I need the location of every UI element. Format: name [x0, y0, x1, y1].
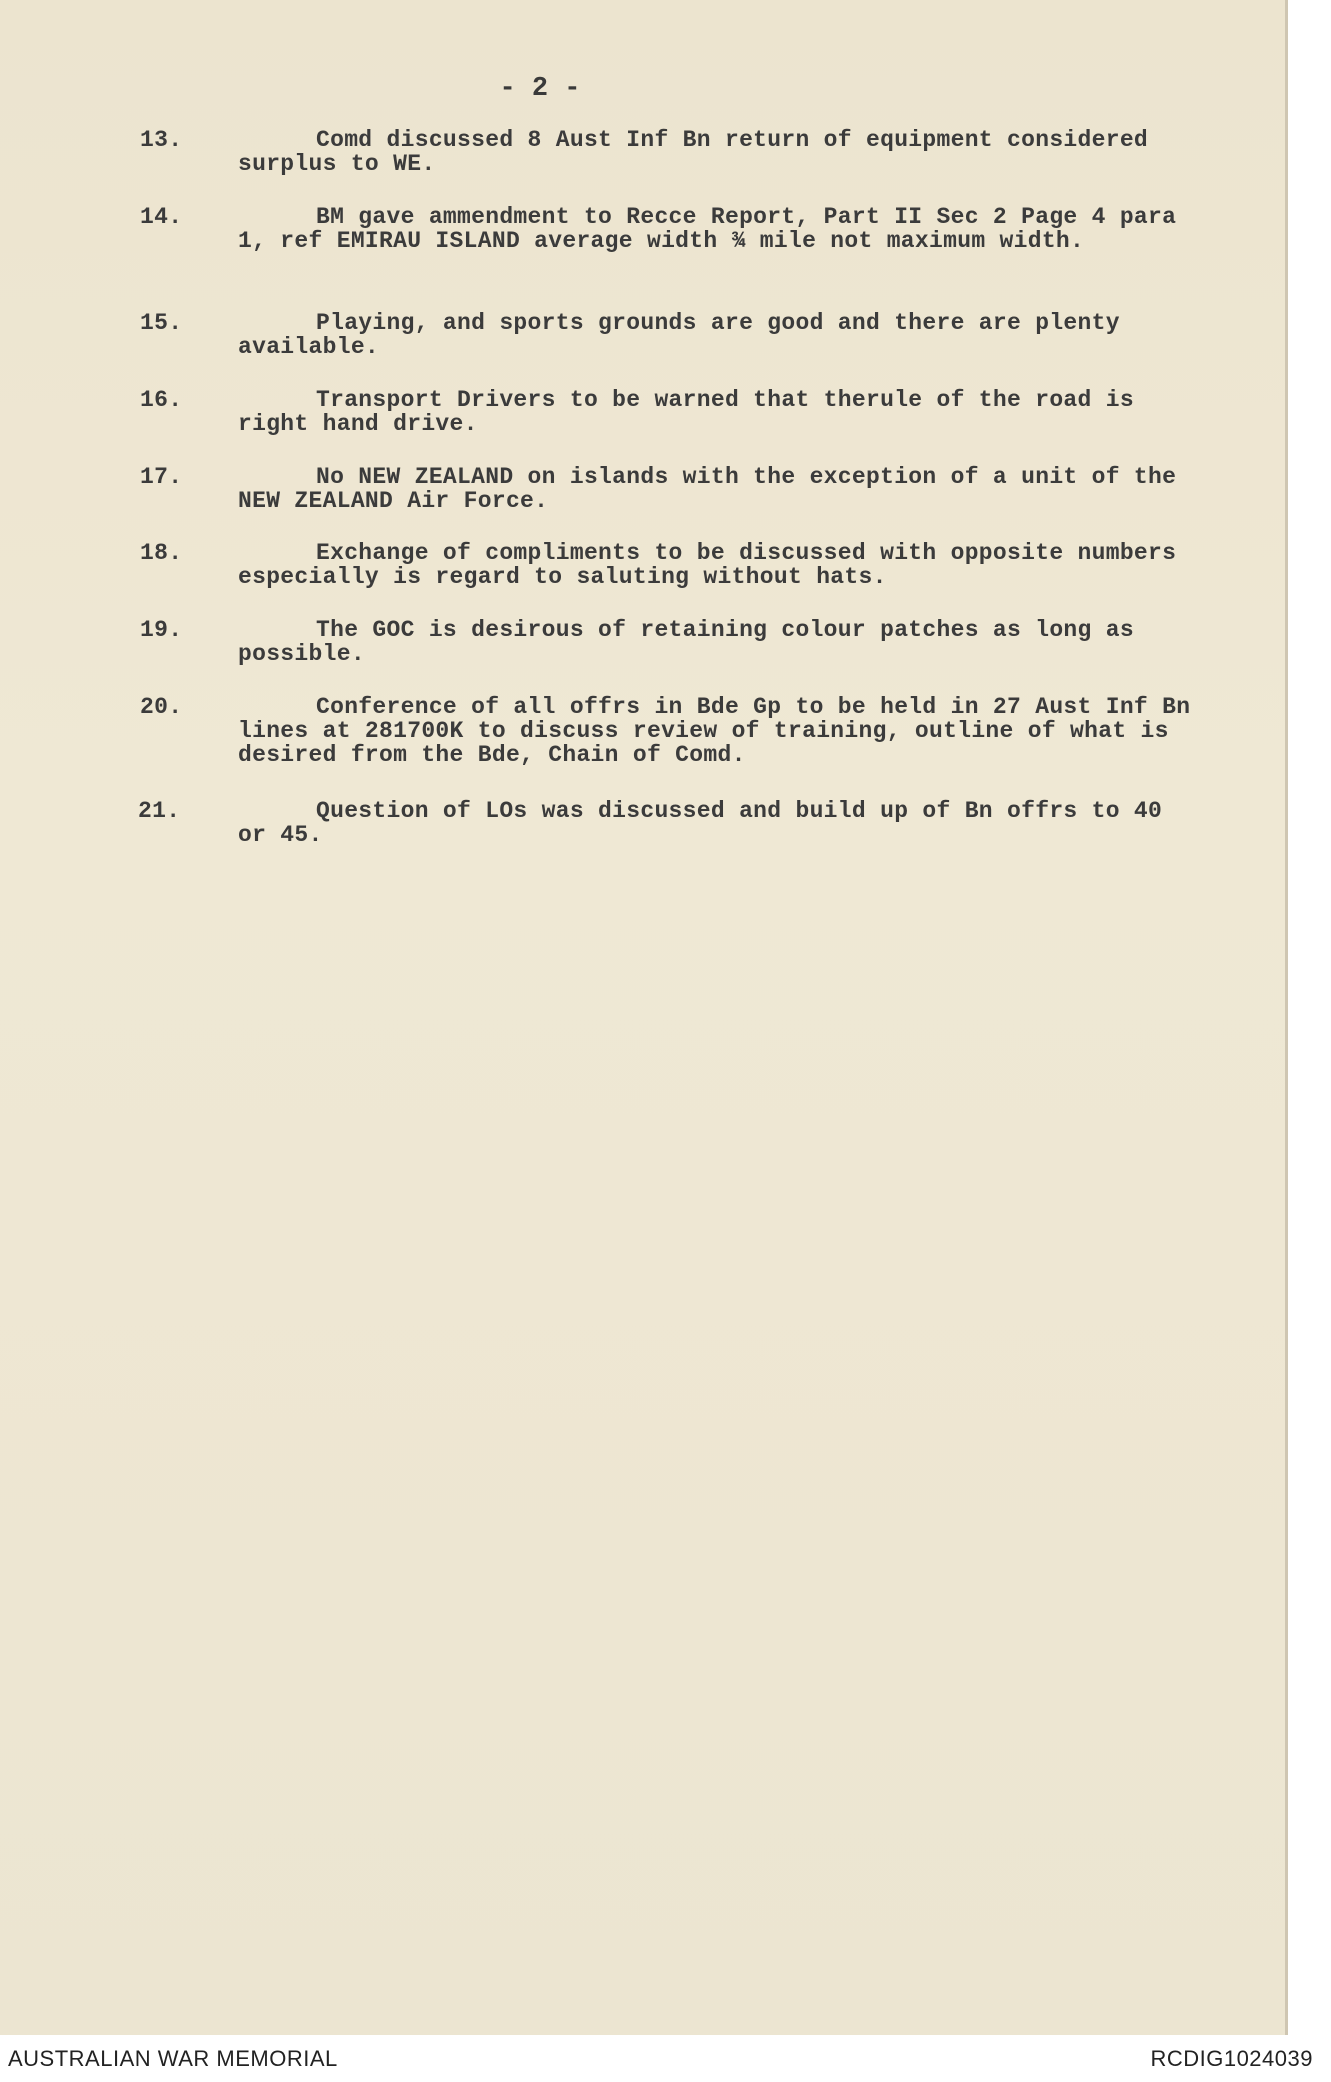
paragraph-text: Question of LOs was discussed and build up of Bn offrs to 40 or 45. [238, 798, 1163, 848]
paragraph-15 [140, 311, 1200, 359]
paragraph-number: 13. [140, 127, 183, 153]
paragraph-number: 16. [140, 387, 183, 413]
paragraph-20 [140, 695, 1200, 767]
paragraph-19 [140, 618, 1200, 666]
paragraph-number: 20. [140, 694, 183, 720]
paragraph-16 [140, 388, 1200, 436]
paragraph-text: Exchange of compliments to be discussed with opposite numbers especially is regard to saluting without hats. [238, 540, 1177, 590]
paragraph-number: 19. [140, 617, 183, 643]
paragraph-text: No NEW ZEALAND on islands with the exception of a unit of the NEW ZEALAND Air Force. [238, 464, 1177, 514]
paragraph-21 [140, 799, 1200, 847]
page-number: - 2 - [499, 74, 581, 104]
paragraph-number: 14. [140, 204, 183, 230]
footer-credit: AUSTRALIAN WAR MEMORIAL [8, 2046, 338, 2071]
paragraph-text: Transport Drivers to be warned that therule of the road is right hand drive. [238, 387, 1134, 437]
paragraph-number: 17. [140, 464, 183, 490]
paragraph-text: Conference of all offrs in Bde Gp to be held in 27 Aust Inf Bn lines at 281700K to discuss review of training, outline of what is desired from the Bde, Chain of Comd. [238, 694, 1191, 768]
paragraph-text: Comd discussed 8 Aust Inf Bn return of equipment considered surplus to WE. [238, 127, 1149, 177]
paragraph-text: The GOC is desirous of retaining colour patches as long as possible. [238, 617, 1134, 667]
paper-edge [1285, 0, 1288, 2035]
paragraph-number: 15. [140, 310, 183, 336]
paragraph-text: Playing, and sports grounds are good and there are plenty available. [238, 310, 1120, 360]
footer-record-id: RCDIG1024039 [1150, 2046, 1313, 2071]
paragraph-17 [140, 465, 1200, 513]
paragraph-14 [140, 205, 1200, 253]
paragraph-13 [140, 128, 1200, 176]
paragraph-number: 21. [138, 798, 181, 824]
paragraph-number: 18. [140, 540, 183, 566]
paragraph-text: BM gave ammendment to Recce Report, Part II Sec 2 Page 4 para 1, ref EMIRAU ISLAND average width ¾ mile not maximum width. [238, 204, 1177, 254]
paragraph-18 [140, 541, 1200, 589]
